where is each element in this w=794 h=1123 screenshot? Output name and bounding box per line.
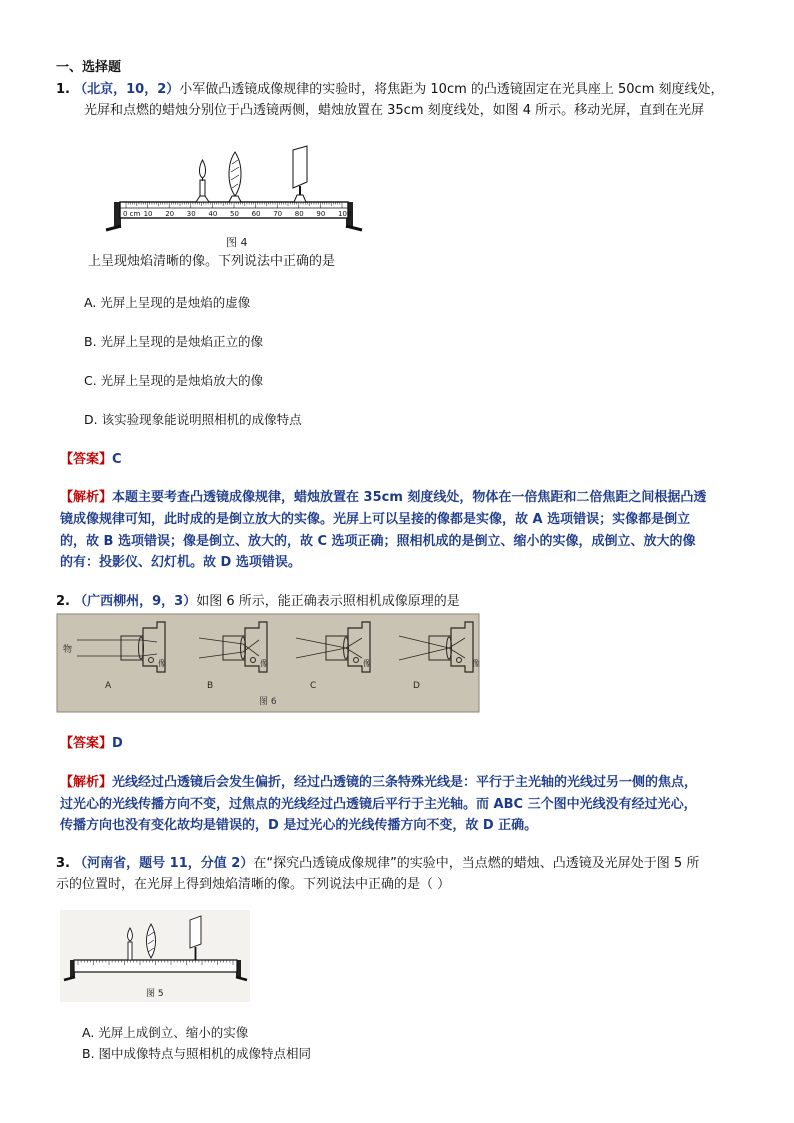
figure-caption: 图 4 [226,236,248,249]
ruler-tick-label: 50 [230,210,239,218]
question-stem: 上呈现烛焰清晰的像。下列说法中正确的是 [88,254,336,269]
image-label: 像 [260,659,268,668]
analysis-text: 传播方向也没有变化故均是错误的，D 是过光心的光线传播方向不变，故 D 正确。 [60,818,538,833]
light-screen-icon [293,146,307,202]
answer-value: D [112,736,123,751]
convex-lens-icon [229,152,241,202]
question-number: 1. [56,82,70,97]
section-title: 一、选择题 [56,60,122,75]
candle-icon [196,160,209,202]
ruler-tick-label: 10 [143,210,153,218]
ruler-tick-label: 20 [165,210,175,218]
analysis-text: 的有：投影仪、幻灯机。故 D 选项错误。 [60,555,301,570]
question-3-line1 [56,856,699,872]
option-b: B. 图中成像特点与照相机的成像特点相同 [82,1046,312,1061]
ruler-tick-label: 80 [294,210,304,218]
analysis-tag: 【解析】 [60,775,113,790]
figure-caption: 图 6 [259,697,277,707]
ruler-tick-label: 90 [316,210,326,218]
option-a: A. 光屏上呈现的是烛焰的虚像 [84,295,251,310]
panel-label: B [207,681,214,691]
candle-icon [128,928,133,960]
question-number: 2. [56,594,70,609]
ruler-tick-label: 40 [208,210,218,218]
question-2-line1 [56,594,460,610]
figure-4-optical-bench [104,138,364,258]
ruler-tick-label: 60 [251,210,261,218]
ruler-tick-label: 0 cm [123,210,141,218]
question-stem: 如图 6 所示，能正确表示照相机成像原理的是 [196,594,460,609]
object-label: 物 [63,645,73,655]
ruler-tick-label: 70 [273,210,283,218]
panel-label: A [105,681,112,691]
analysis-tag: 【解析】 [60,490,113,505]
option-c: C. 光屏上呈现的是烛焰放大的像 [84,373,264,388]
answer-tag: 【答案】 [60,736,113,751]
answer-tag: 【答案】 [60,452,113,467]
option-b: B. 光屏上呈现的是烛焰正立的像 [84,334,264,349]
analysis-text: 过光心的光线传播方向不变，过焦点的光线经过凸透镜后平行于主光轴。而 ABC 三个图中光线没有经过光心， [60,797,697,812]
ruler-tick-label: 100 [338,210,352,218]
figure-caption: 图 5 [146,989,164,999]
panel-label: C [310,681,317,691]
analysis-text: 的，故 B 选项错误；像是倒立、放大的，故 C 选项正确；照相机成的是倒立、缩小的实像，成倒立、放大的像 [60,534,696,549]
answer-value: C [112,452,122,467]
question-1-line1 [56,82,724,98]
question-stem: 小军做凸透镜成像规律的实验时，将焦距为 10cm 的凸透镜固定在光具座上 50cm 刻度线处， [179,82,724,97]
question-source: （广西柳州，9，3） [74,594,197,609]
image-label: 像 [363,659,371,668]
question-stem: 光屏和点燃的蜡烛分别位于凸透镜两侧，蜡烛放置在 35cm 刻度线处，如图 4 所示。移动光屏，直到在光屏 [84,103,705,118]
question-source: （河南省，题号 11，分值 2） [74,856,254,871]
image-label: 像 [472,659,480,668]
question-source: （北京，10，2） [74,82,180,97]
analysis-text: 光线经过凸透镜后会发生偏折，经过凸透镜的三条特殊光线是：平行于主光轴的光线过另一侧的焦点， [112,775,698,790]
figure-5-optical-bench [60,910,250,1002]
analysis-line [60,775,697,791]
figure-6-camera-diagrams [57,614,479,712]
analysis-line [60,490,706,506]
option-a: A. 光屏上成倒立、缩小的实像 [82,1025,249,1040]
answer-line [60,452,122,468]
analysis-text: 本题主要考查凸透镜成像规律，蜡烛放置在 35cm 刻度线处，物体在一倍焦距和二倍焦距之间根据凸透 [112,490,707,505]
question-number: 3. [56,856,70,871]
image-label: 像 [158,659,166,668]
question-stem: 示的位置时，在光屏上得到烛焰清晰的像。下列说法中正确的是（ ） [56,877,451,892]
analysis-text: 镜成像规律可知，此时成的是倒立放大的实像。光屏上可以呈接的像都是实像，故 A 选项错误；实像都是倒立 [60,512,691,527]
panel-label: D [413,681,420,691]
option-d: D. 该实验现象能说明照相机的成像特点 [84,412,302,427]
question-stem: 在“探究凸透镜成像规律”的实验中，当点燃的蜡烛、凸透镜及光屏处于图 5 所 [253,856,700,871]
ruler-tick-label: 30 [186,210,196,218]
answer-line [60,736,123,752]
